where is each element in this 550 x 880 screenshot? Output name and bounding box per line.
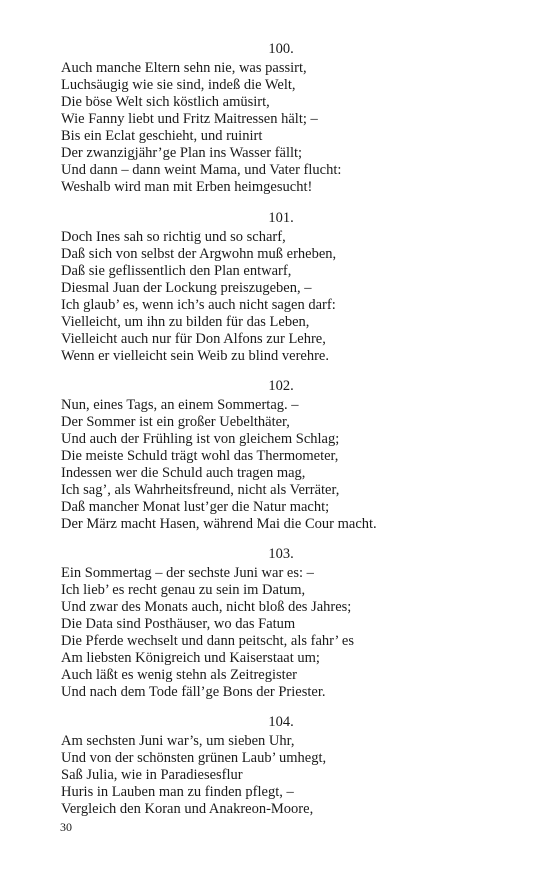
verse-line: Der Sommer ist ein großer Uebelthäter, xyxy=(61,414,290,430)
verse-line: Und auch der Frühling ist von gleichem Schlag; xyxy=(61,431,340,447)
stanza-104 xyxy=(61,714,501,818)
stanza-number: 104. xyxy=(268,714,294,730)
verse-line: Nun, eines Tags, an einem Sommertag. – xyxy=(61,397,299,413)
verse-line: Daß sie geflissentlich den Plan entwarf, xyxy=(61,263,292,279)
verse-line: Ein Sommertag – der sechste Juni war es: – xyxy=(61,565,314,581)
verse-line: Und dann – dann weint Mama, und Vater flucht: xyxy=(61,162,342,178)
verse-line: Wenn er vielleicht sein Weib zu blind verehre. xyxy=(61,348,329,364)
verse-line: Der zwanzigjähr’ge Plan ins Wasser fällt; xyxy=(61,145,303,161)
verse-line: Vielleicht auch nur für Don Alfons zur Lehre, xyxy=(61,331,326,347)
verse-line: Wie Fanny liebt und Fritz Maitressen hält; – xyxy=(61,111,318,127)
verse-line: Luchsäugig wie sie sind, indeß die Welt, xyxy=(61,77,296,93)
verse-line: Auch läßt es wenig stehn als Zeitregister xyxy=(61,667,297,683)
verse-line: Daß mancher Monat lust’ger die Natur macht; xyxy=(61,499,330,515)
verse-line: Die meiste Schuld trägt wohl das Thermometer, xyxy=(61,448,339,464)
stanza-number: 100. xyxy=(268,41,294,57)
verse-line: Indessen wer die Schuld auch tragen mag, xyxy=(61,465,306,481)
verse-line: Auch manche Eltern sehn nie, was passirt, xyxy=(61,60,307,76)
verse-line: Saß Julia, wie in Paradiesesflur xyxy=(61,767,243,783)
verse-line: Weshalb wird man mit Erben heimgesucht! xyxy=(61,179,313,195)
verse-line: Die Pferde wechselt und dann peitscht, als fahr’ es xyxy=(61,633,354,649)
stanza-number: 103. xyxy=(268,546,294,562)
stanza-101 xyxy=(61,210,501,365)
verse-line: Bis ein Eclat geschieht, und ruinirt xyxy=(61,128,263,144)
verse-line: Vielleicht, um ihn zu bilden für das Leben, xyxy=(61,314,310,330)
verse-line: Am sechsten Juni war’s, um sieben Uhr, xyxy=(61,733,295,749)
verse-line: Und nach dem Tode fäll’ge Bons der Priester. xyxy=(61,684,326,700)
verse-line: Der März macht Hasen, während Mai die Cour macht. xyxy=(61,516,377,532)
verse-line: Ich glaub’ es, wenn ich’s auch nicht sagen darf: xyxy=(61,297,336,313)
stanza-103 xyxy=(61,546,501,701)
stanza-100 xyxy=(61,41,501,196)
verse-line: Und von der schönsten grünen Laub’ umhegt, xyxy=(61,750,327,766)
page-number: 30 xyxy=(60,820,72,834)
verse-line: Ich sag’, als Wahrheitsfreund, nicht als Verräter, xyxy=(61,482,340,498)
verse-line: Ich lieb’ es recht genau zu sein im Datum, xyxy=(61,582,306,598)
verse-line: Doch Ines sah so richtig und so scharf, xyxy=(61,229,286,245)
verse-line: Am liebsten Königreich und Kaiserstaat um; xyxy=(61,650,320,666)
verse-line: Vergleich den Koran und Anakreon-Moore, xyxy=(61,801,314,817)
verse-line: Die Data sind Posthäuser, wo das Fatum xyxy=(61,616,296,632)
stanza-number: 102. xyxy=(268,378,294,394)
stanza-number: 101. xyxy=(268,210,294,226)
verse-line: Diesmal Juan der Lockung preiszugeben, – xyxy=(61,280,312,296)
verse-line: Und zwar des Monats auch, nicht bloß des Jahres; xyxy=(61,599,352,615)
stanza-102 xyxy=(61,378,501,533)
verse-line: Huris in Lauben man zu finden pflegt, – xyxy=(61,784,294,800)
verse-line: Die böse Welt sich köstlich amüsirt, xyxy=(61,94,270,110)
verse-line: Daß sich von selbst der Argwohn muß erheben, xyxy=(61,246,337,262)
